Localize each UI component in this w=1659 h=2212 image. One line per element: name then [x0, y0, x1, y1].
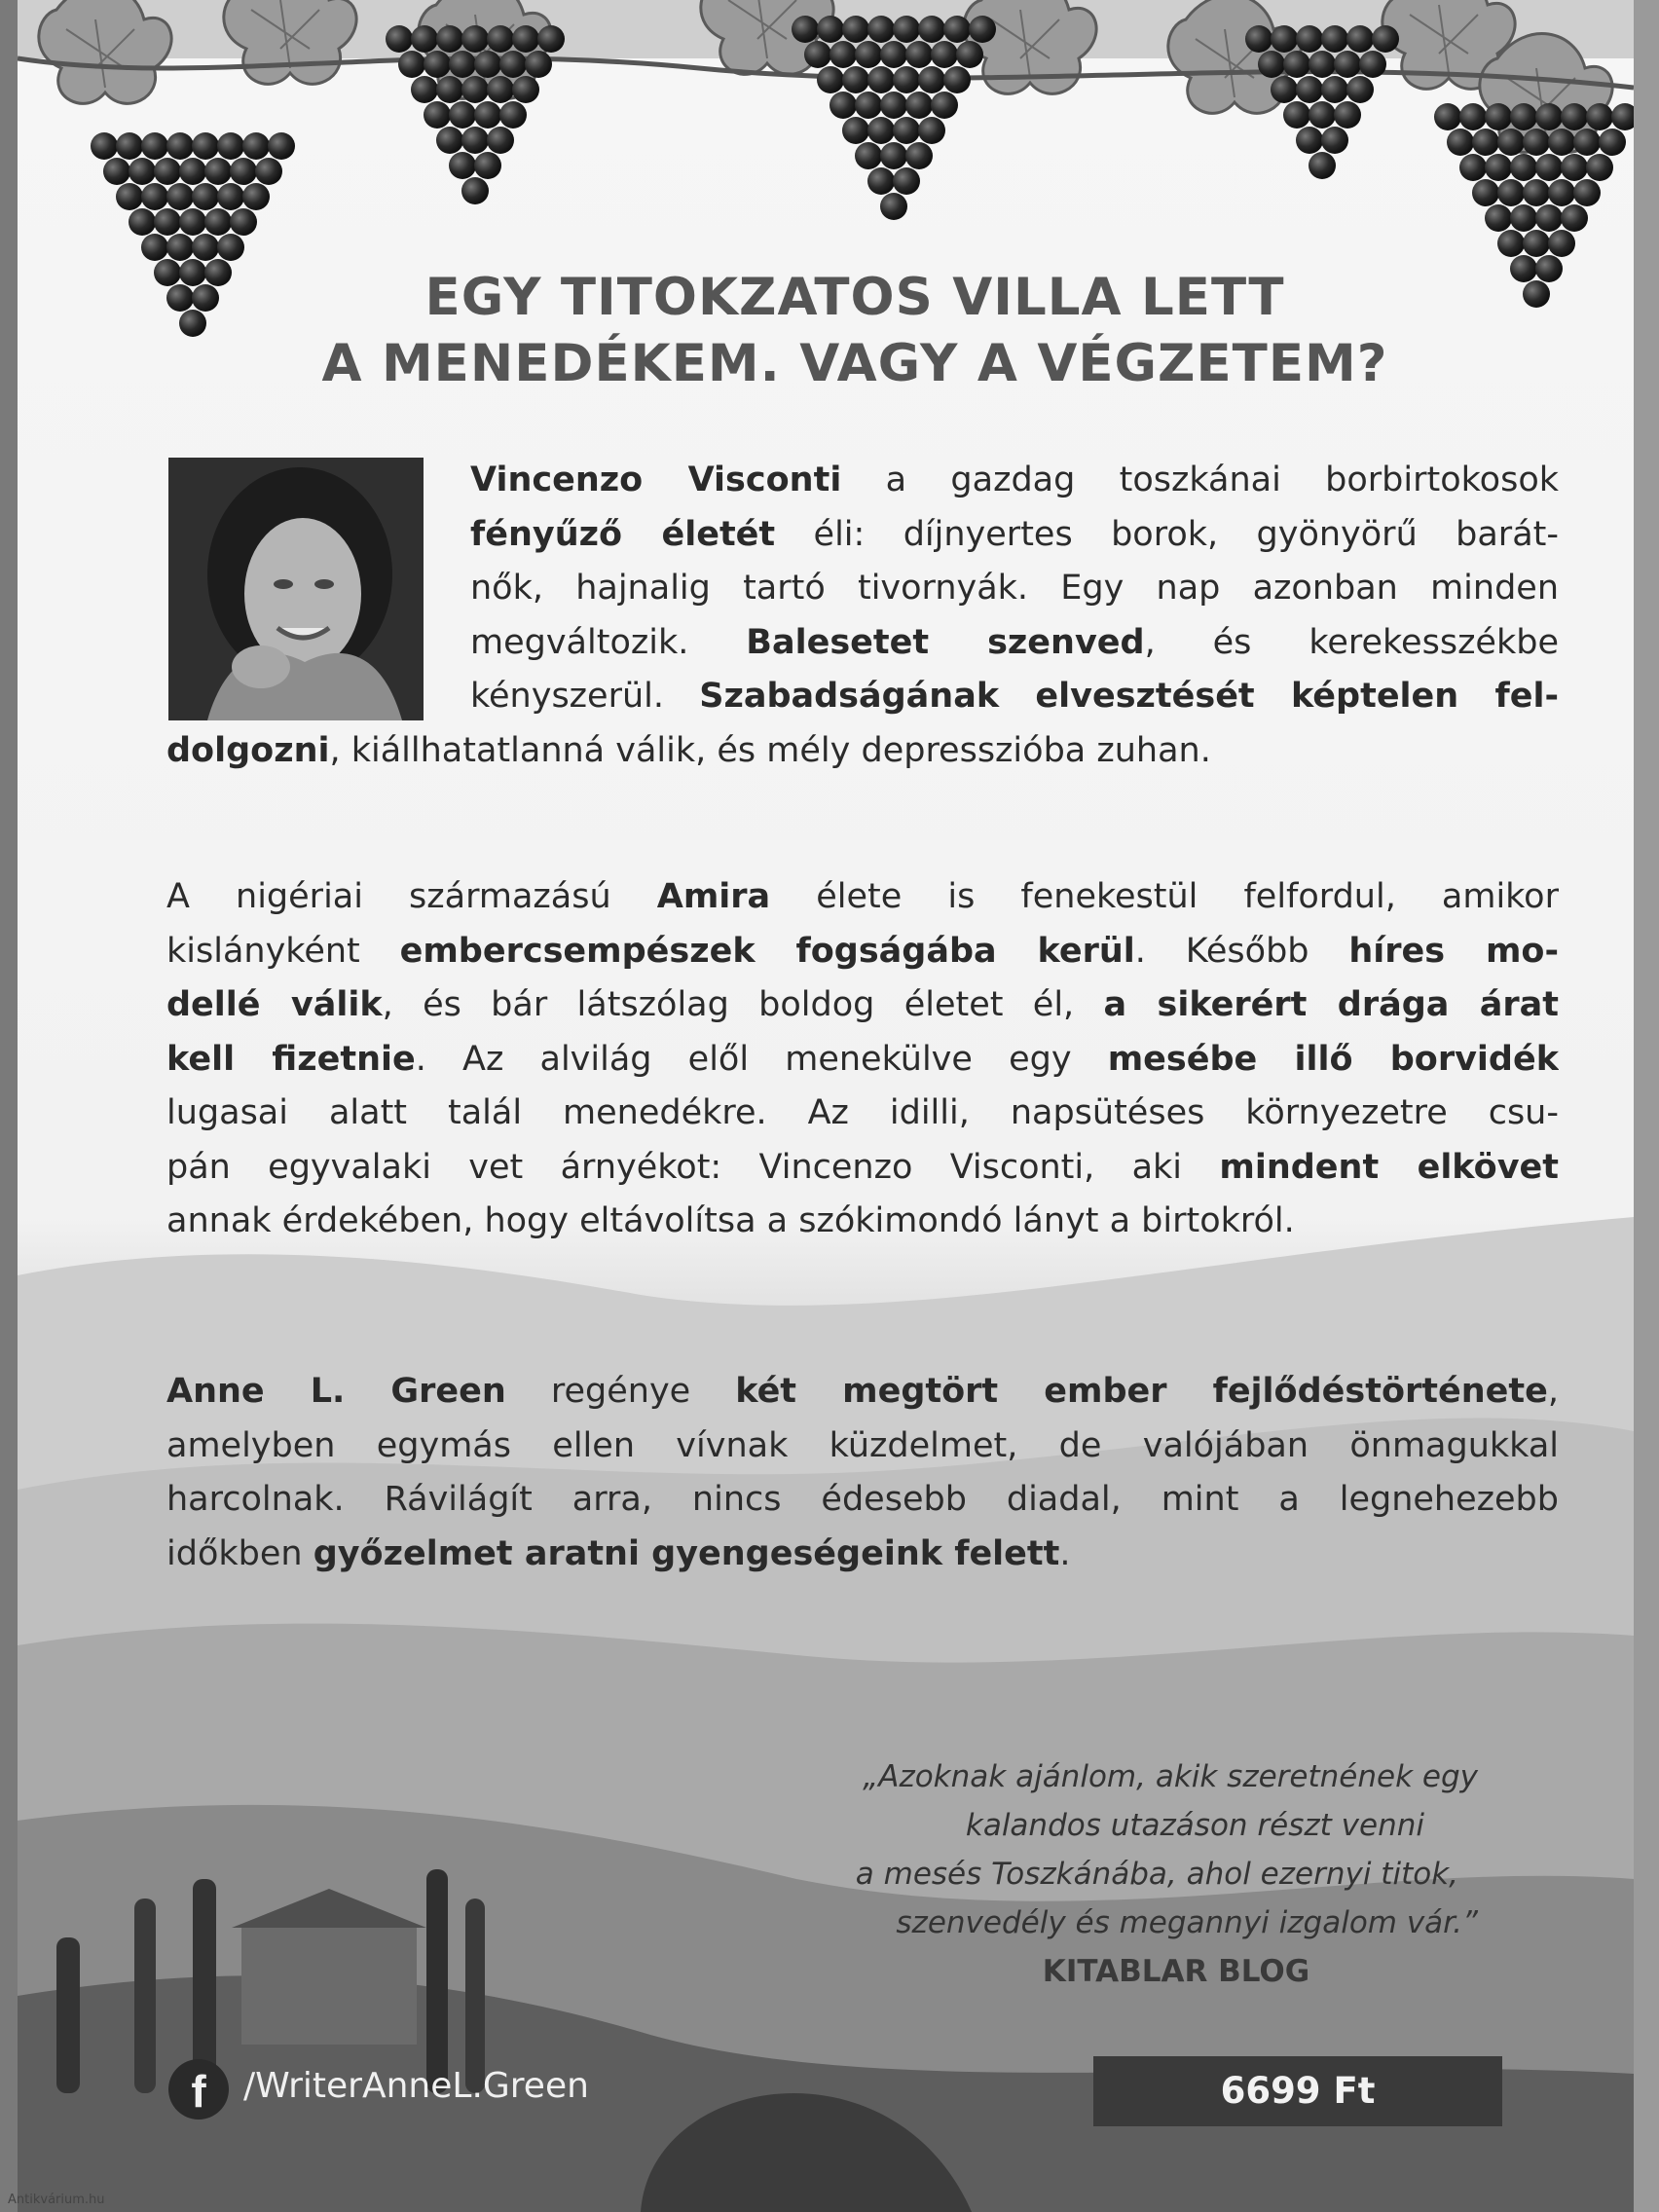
grape-berry: [943, 66, 971, 93]
text-segment: ,: [1547, 1372, 1559, 1411]
facebook-handle[interactable]: /WriterAnneL.Green: [243, 2066, 589, 2106]
grape-berry: [792, 16, 819, 43]
site-watermark: Antikvárium.hu: [8, 2193, 105, 2207]
grape-berry: [461, 177, 489, 204]
grape-berry: [1548, 179, 1575, 206]
text-segment: .: [1059, 1533, 1071, 1573]
grape-berry: [880, 92, 907, 119]
grape-berry: [905, 142, 933, 169]
grape-berry: [830, 41, 857, 68]
quote-source: KITABLAR BLOG: [1042, 1954, 1310, 1989]
grape-berry: [91, 132, 118, 160]
grape-berry: [230, 158, 257, 185]
quote-line: kalandos utazáson részt venni: [965, 1808, 1424, 1843]
grape-berry: [1561, 103, 1588, 130]
grape-berry: [461, 127, 489, 154]
grape-berry: [1245, 25, 1272, 53]
grape-berry: [1321, 25, 1348, 53]
grape-berry: [1334, 51, 1361, 78]
grape-berry: [204, 158, 232, 185]
grape-berry: [867, 117, 895, 144]
grape-berry: [842, 16, 869, 43]
grape-berry: [230, 208, 257, 236]
grape-berry: [1535, 204, 1563, 232]
grape-berry: [242, 183, 270, 210]
grape-berry: [1523, 129, 1550, 156]
grape-berry: [179, 259, 206, 286]
grape-berry: [461, 76, 489, 103]
grape-berry: [1586, 154, 1613, 181]
text-line: [166, 1087, 1559, 1141]
grape-berry: [1599, 129, 1626, 156]
grape-berry: [398, 51, 425, 78]
grape-berry: [499, 101, 527, 129]
text-segment: , és kerekesszékbe: [1144, 622, 1559, 662]
grape-berry: [192, 234, 219, 261]
grape-berry: [1561, 154, 1588, 181]
text-segment: időkben: [166, 1533, 313, 1573]
grape-berry: [192, 284, 219, 312]
grape-berry: [204, 208, 232, 236]
grape-berry: [141, 183, 168, 210]
grape-berry: [242, 132, 270, 160]
grape-berry: [1296, 25, 1323, 53]
grape-berry: [129, 158, 156, 185]
grape-berry: [1283, 51, 1310, 78]
grape-berry: [154, 208, 181, 236]
text-segment: , kiállhatatlanná válik, és mély depresszióba zuhan.: [329, 730, 1211, 770]
grape-berry: [1472, 129, 1499, 156]
text-segment: . Az alvilág elől menekülve egy: [415, 1039, 1108, 1079]
text-segment: lugasai alatt talál menedékre. Az idilli, napsütéses környezetre csu-: [166, 1093, 1559, 1132]
paragraph-3: [166, 1365, 1559, 1581]
bold-text-segment: Vincenzo Visconti: [470, 461, 842, 499]
grape-berry: [1309, 101, 1336, 129]
grape-berry: [116, 132, 143, 160]
grape-berry: [1321, 127, 1348, 154]
grape-berry: [1548, 230, 1575, 257]
paragraph-2: [166, 870, 1559, 1249]
text-segment: éli: díjnyertes borok, gyönyörű barát-: [775, 514, 1559, 554]
grape-berry: [918, 117, 945, 144]
grape-berry: [1611, 103, 1634, 130]
quote-line: „Azoknak ajánlom, akik szeretnének egy: [863, 1759, 1478, 1794]
grape-berry: [931, 92, 958, 119]
grape-berry: [436, 25, 463, 53]
bold-text-segment: Balesetet szenved: [746, 622, 1145, 662]
grape-berry: [449, 101, 476, 129]
grape-berry: [179, 208, 206, 236]
grape-berry: [1535, 103, 1563, 130]
grape-berry: [1434, 103, 1461, 130]
grape-berry: [893, 66, 920, 93]
grape-berry: [830, 92, 857, 119]
grape-berry: [880, 41, 907, 68]
grape-berry: [880, 193, 907, 220]
grape-berry: [943, 16, 971, 43]
grape-berry: [1296, 127, 1323, 154]
text-line: [166, 1528, 1559, 1582]
text-line: [166, 1141, 1559, 1196]
grape-berry: [255, 158, 282, 185]
grape-berry: [217, 132, 244, 160]
grape-berry: [893, 167, 920, 195]
text-segment: megváltozik.: [470, 622, 747, 662]
grape-berry: [386, 25, 413, 53]
grape-berry: [1447, 129, 1474, 156]
text-segment: annak érdekében, hogy eltávolítsa a szókimondó lányt a birtokról.: [166, 1201, 1295, 1240]
grape-berry: [817, 66, 844, 93]
text-line: [166, 870, 1559, 925]
grape-berry: [268, 132, 295, 160]
grape-berry: [1283, 101, 1310, 129]
grape-berry: [166, 234, 194, 261]
grape-berry: [1497, 179, 1525, 206]
grape-berry: [1497, 129, 1525, 156]
grape-berry: [893, 117, 920, 144]
grape-berry: [487, 127, 514, 154]
grape-berry: [880, 142, 907, 169]
grape-berry: [116, 183, 143, 210]
grape-berry: [1309, 51, 1336, 78]
grape-berry: [1472, 179, 1499, 206]
book-edge-left: [0, 0, 18, 2212]
quote-line: szenvedély és megannyi izgalom vár.”: [896, 1905, 1478, 1940]
grape-berry: [1309, 152, 1336, 179]
grape-berry: [103, 158, 130, 185]
bold-text-segment: Szabadságának elvesztését képtelen fel-: [699, 677, 1559, 716]
text-line: [166, 1195, 1559, 1249]
grape-berry: [1510, 103, 1537, 130]
grape-berry: [166, 183, 194, 210]
review-quote: [680, 1752, 1478, 1996]
grape-berry: [804, 41, 831, 68]
grape-berry: [512, 25, 539, 53]
grape-berry: [1334, 101, 1361, 129]
bold-text-segment: mindent elkövet: [1219, 1147, 1559, 1187]
grape-berry: [179, 310, 206, 337]
grape-berry: [1523, 280, 1550, 308]
text-segment: a gazdag toszkánai borbirtokosok: [841, 461, 1559, 499]
bold-text-segment: híres mo-: [1348, 931, 1559, 971]
grape-berry: [217, 234, 244, 261]
grape-berry: [1459, 154, 1487, 181]
text-segment: élete is fenekestül felfordul, amikor: [770, 877, 1559, 916]
text-line: [166, 1419, 1559, 1474]
bold-text-segment: kell fizetnie: [166, 1039, 416, 1079]
grape-berry: [1523, 230, 1550, 257]
grape-berry: [817, 16, 844, 43]
grape-berry: [217, 183, 244, 210]
grape-berry: [1485, 154, 1512, 181]
text-line: [166, 508, 1559, 563]
grape-berry: [1271, 76, 1298, 103]
bold-text-segment: két megtört ember fejlődéstörténete: [735, 1372, 1548, 1411]
grape-berry: [204, 259, 232, 286]
grape-berry: [855, 142, 882, 169]
text-segment: . Később: [1134, 931, 1349, 971]
bold-text-segment: mesébe illő borvidék: [1107, 1039, 1559, 1079]
text-line: [166, 1473, 1559, 1528]
grape-berry: [1359, 51, 1386, 78]
grape-berry: [1535, 154, 1563, 181]
paragraph-1: [166, 454, 1559, 778]
grape-berry: [855, 92, 882, 119]
grape-berry: [956, 41, 983, 68]
bold-text-segment: Amira: [656, 877, 771, 916]
text-line: [166, 925, 1559, 979]
grape-berry: [1372, 25, 1399, 53]
grape-berry: [474, 152, 501, 179]
grape-berry: [1523, 179, 1550, 206]
text-line: [166, 1365, 1559, 1419]
grape-berry: [1485, 204, 1512, 232]
text-segment: regénye: [505, 1372, 736, 1411]
text-line: [166, 616, 1559, 671]
grape-berry: [1510, 204, 1537, 232]
grape-berry: [1321, 76, 1348, 103]
grape-berry: [918, 16, 945, 43]
price-tag: 6699 Ft: [1093, 2056, 1502, 2126]
grape-berry: [867, 167, 895, 195]
text-line: [166, 724, 1559, 779]
bold-text-segment: győzelmet aratni gyengeségeink felett: [313, 1533, 1060, 1573]
grape-berry: [1535, 255, 1563, 282]
text-segment: kislányként: [166, 931, 400, 971]
grape-berry: [1459, 103, 1487, 130]
grape-berry: [1258, 51, 1285, 78]
grape-berry: [842, 117, 869, 144]
grape-berry: [129, 208, 156, 236]
grape-berry: [1586, 103, 1613, 130]
grape-berry: [905, 92, 933, 119]
bold-text-segment: dellé válik: [166, 985, 383, 1024]
grape-berry: [487, 76, 514, 103]
grape-berry: [842, 66, 869, 93]
grape-berry: [931, 41, 958, 68]
grape-berry: [461, 25, 489, 53]
grape-berry: [449, 51, 476, 78]
text-line: [166, 562, 1559, 616]
grape-berry: [166, 132, 194, 160]
grape-berry: [893, 16, 920, 43]
grape-berry: [179, 158, 206, 185]
grape-berry: [1573, 179, 1601, 206]
grape-berry: [969, 16, 996, 43]
quote-line: a mesés Toszkánába, ahol ezernyi titok,: [855, 1857, 1458, 1892]
grape-berry: [1510, 154, 1537, 181]
grape-berry: [166, 284, 194, 312]
text-line: [166, 670, 1559, 724]
grape-berry: [1271, 25, 1298, 53]
grape-berry: [512, 76, 539, 103]
book-edge-right: [1634, 0, 1659, 2212]
grape-berry: [1296, 76, 1323, 103]
grape-berry: [867, 16, 895, 43]
bold-text-segment: Anne L. Green: [166, 1372, 506, 1411]
grape-berry: [474, 51, 501, 78]
grape-berry: [1561, 204, 1588, 232]
grape-berry: [1346, 25, 1374, 53]
text-segment: , és bár látszólag boldog életet él,: [382, 985, 1104, 1024]
text-segment: nők, hajnalig tartó tivornyák. Egy nap azonban minden: [470, 569, 1559, 608]
text-segment: pán egyvalaki vet árnyékot: Vincenzo Visconti, aki: [166, 1147, 1220, 1187]
grape-berry: [537, 25, 565, 53]
grape-berry: [449, 152, 476, 179]
bold-text-segment: embercsempészek fogságába kerül: [399, 931, 1135, 971]
grape-berry: [525, 51, 552, 78]
grape-berry: [855, 41, 882, 68]
grape-berry: [487, 25, 514, 53]
headline-line-1: EGY TITOKZATOS VILLA LETT: [424, 268, 1285, 327]
facebook-icon[interactable]: f: [168, 2059, 229, 2120]
text-segment: kényszerül.: [470, 677, 700, 716]
text-segment: harcolnak. Rávilágít arra, nincs édesebb diadal, mint a legnehezebb: [166, 1480, 1559, 1519]
grape-berry: [154, 259, 181, 286]
bold-text-segment: dolgozni: [166, 730, 330, 770]
headline-line-2: A MENEDÉKEM. VAGY A VÉGZETEM?: [321, 334, 1388, 393]
grape-berry: [411, 76, 438, 103]
grape-berry: [192, 183, 219, 210]
grape-berry: [1497, 230, 1525, 257]
grape-berry: [867, 66, 895, 93]
grape-berry: [1548, 129, 1575, 156]
book-back-cover: [18, 0, 1634, 2212]
grape-berry: [436, 127, 463, 154]
text-line: [166, 978, 1559, 1033]
grape-berry: [141, 234, 168, 261]
grape-berry: [1485, 103, 1512, 130]
grape-berry: [192, 132, 219, 160]
grape-berry: [411, 25, 438, 53]
grape-berry: [154, 158, 181, 185]
grape-berry: [424, 51, 451, 78]
bold-text-segment: a sikerért drága árat: [1103, 985, 1559, 1024]
grape-berry: [1510, 255, 1537, 282]
grape-berry: [905, 41, 933, 68]
text-segment: amelyben egymás ellen vívnak küzdelmet, de valójában önmagukkal: [166, 1425, 1559, 1465]
headline: [271, 265, 1439, 397]
grape-berry: [424, 101, 451, 129]
grape-berry: [474, 101, 501, 129]
text-line: [166, 1033, 1559, 1088]
grape-berry: [1346, 76, 1374, 103]
text-line: [166, 454, 1559, 508]
grape-berry: [436, 76, 463, 103]
bold-text-segment: fényűző életét: [470, 514, 776, 554]
grape-berry: [141, 132, 168, 160]
grape-berry: [499, 51, 527, 78]
grape-berry: [1573, 129, 1601, 156]
text-segment: A nigériai származású: [166, 877, 657, 916]
grape-berry: [918, 66, 945, 93]
